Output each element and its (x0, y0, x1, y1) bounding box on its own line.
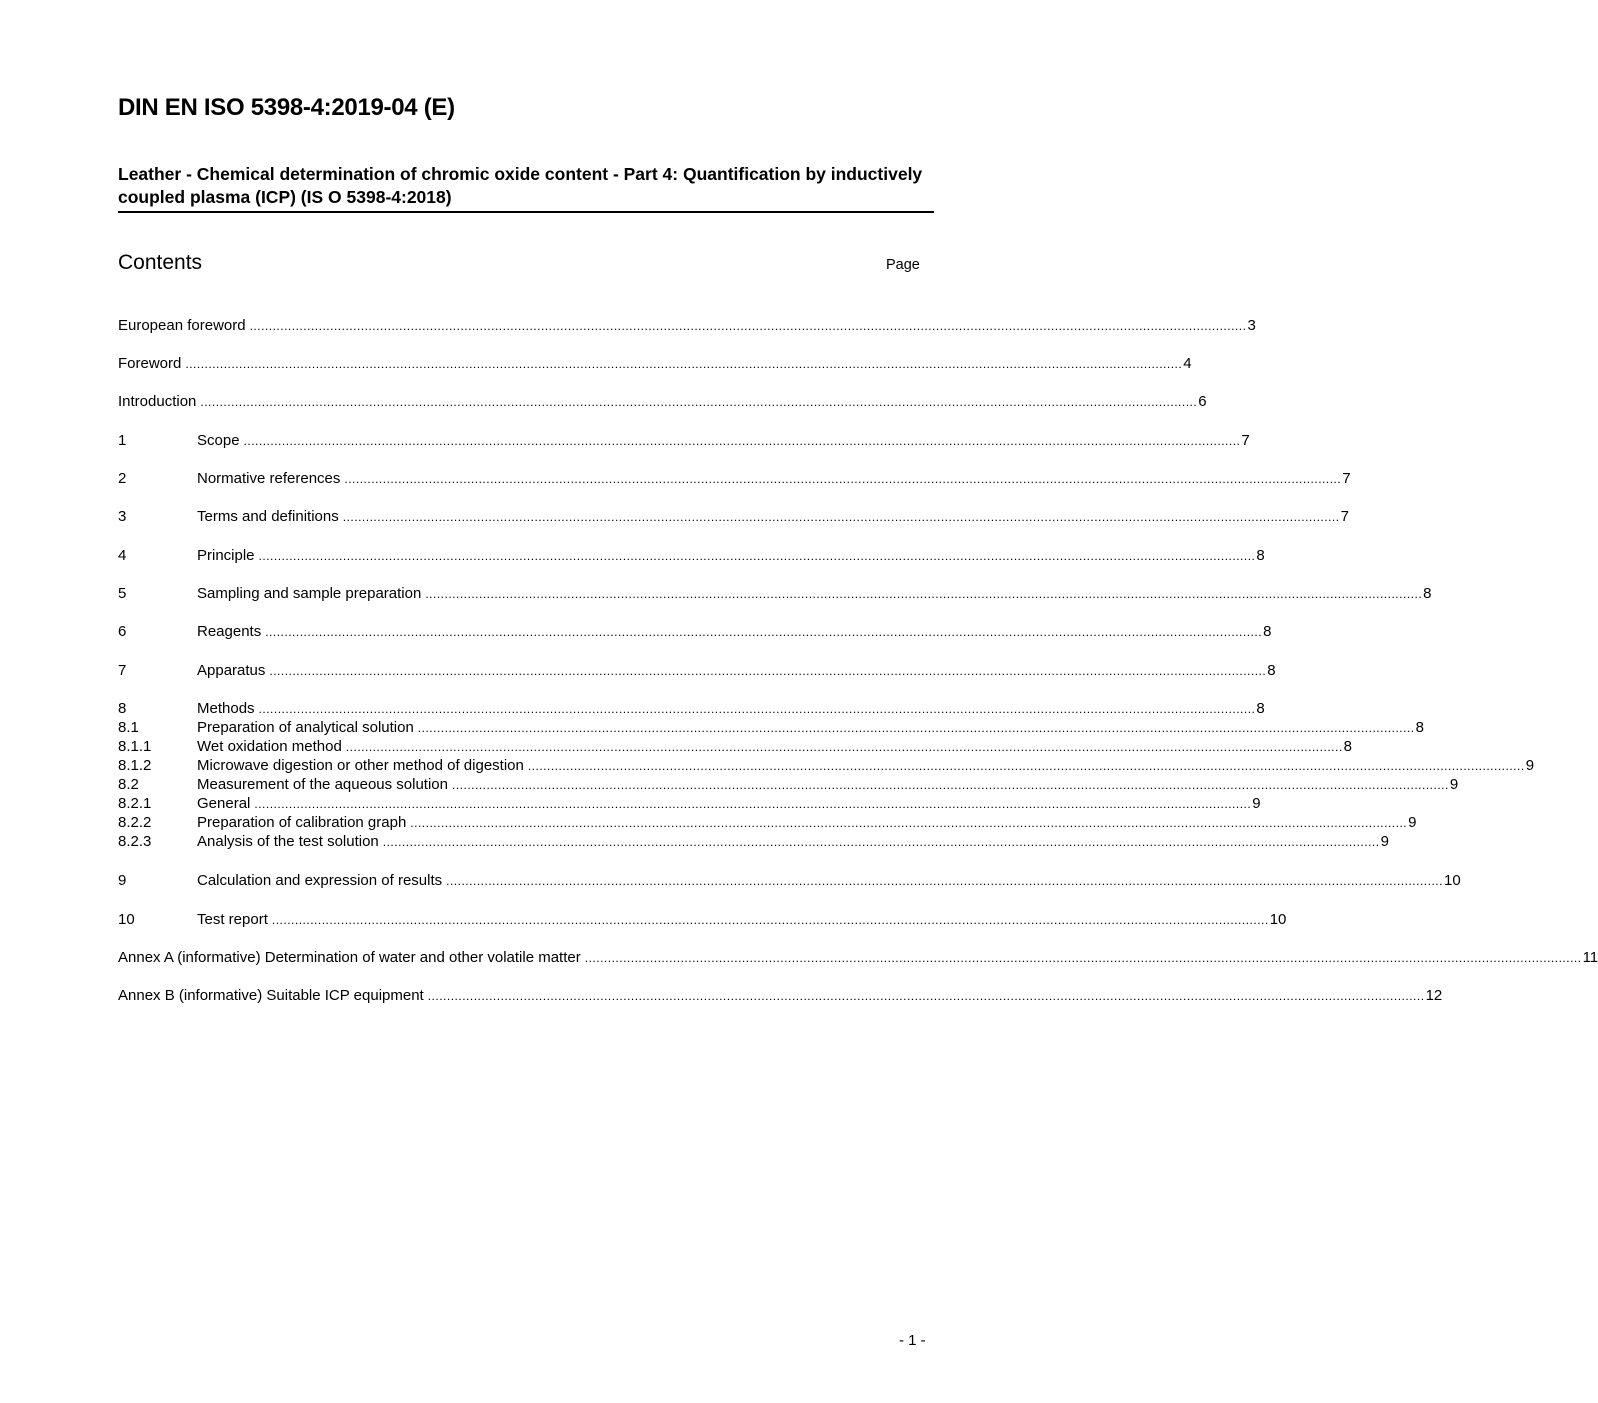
toc-entry-page-number: 10 (1443, 872, 1461, 889)
toc-entry-title: Analysis of the test solution (197, 833, 379, 850)
toc-entry-number: 7 (118, 662, 127, 679)
toc-entry-number: 10 (118, 911, 135, 928)
toc-entry-title: Calculation and expression of results (197, 872, 443, 889)
toc-entry-title: Apparatus (197, 662, 266, 679)
toc-entry-number: 8.2.1 (118, 795, 152, 812)
toc-entry-number: 8.1.1 (118, 738, 152, 755)
toc-entry[interactable] (118, 756, 1535, 775)
toc-entry[interactable] (118, 718, 1424, 737)
toc-entry-number: 8 (118, 700, 127, 717)
toc-entry-title: General (197, 795, 251, 812)
footer-page-number: - 1 - (899, 1332, 926, 1349)
toc-dot-leader: .................................................................................................................................................................................................................................................................... (452, 778, 1449, 792)
contents-heading: Contents (118, 251, 203, 274)
toc-entry[interactable] (118, 431, 1250, 450)
toc-entry-page-number: 9 (1252, 795, 1261, 812)
toc-entry-page-number: 6 (1198, 393, 1207, 410)
toc-entry-page-number: 7 (1340, 508, 1349, 525)
toc-entry-title: Measurement of the aqueous solution (197, 776, 448, 793)
toc-entry[interactable] (118, 622, 1272, 641)
toc-entry-number: 4 (118, 547, 127, 564)
toc-entry-number: 8.1.2 (118, 757, 152, 774)
toc-entry[interactable] (118, 392, 1207, 411)
toc-entry[interactable] (118, 813, 1417, 832)
toc-entry-title: European foreword (118, 317, 246, 334)
toc-dot-leader: .................................................................................................................................................................................................................................................................... (249, 319, 1247, 333)
toc-entry[interactable] (118, 986, 1443, 1005)
toc-entry-title: Terms and definitions (197, 508, 339, 525)
toc-dot-leader: .................................................................................................................................................................................................................................................................... (446, 874, 1443, 888)
toc-entry-page-number: 12 (1425, 987, 1443, 1004)
toc-entry-number: 8.2.3 (118, 833, 152, 850)
toc-entry[interactable] (118, 661, 1276, 680)
toc-dot-leader: .................................................................................................................................................................................................................................................................... (243, 434, 1241, 448)
toc-entry[interactable] (118, 507, 1349, 526)
toc-entry-title: Methods (197, 700, 255, 717)
toc-entry-title: Preparation of analytical solution (197, 719, 414, 736)
toc-entry-page-number: 8 (1423, 585, 1432, 602)
toc-entry-number: 8.2 (118, 776, 139, 793)
toc-entry-title: Foreword (118, 355, 182, 372)
toc-dot-leader: .................................................................................................................................................................................................................................................................... (527, 759, 1525, 773)
toc-entry-number: 5 (118, 585, 127, 602)
toc-entry[interactable] (118, 794, 1261, 813)
toc-entry-page-number: 8 (1256, 700, 1265, 717)
toc-dot-leader: .................................................................................................................................................................................................................................................................... (344, 472, 1342, 486)
toc-dot-leader: .................................................................................................................................................................................................................................................................... (425, 587, 1423, 601)
toc-dot-leader: .................................................................................................................................................................................................................................................................... (382, 835, 1380, 849)
toc-entry-title: Preparation of calibration graph (197, 814, 407, 831)
toc-entry[interactable] (118, 316, 1256, 335)
toc-dot-leader: .................................................................................................................................................................................................................................................................... (345, 740, 1343, 754)
toc-entry-title: Microwave digestion or other method of digestion (197, 757, 524, 774)
toc-entry-title: Principle (197, 547, 255, 564)
toc-entry[interactable] (118, 469, 1351, 488)
toc-entry-page-number: 3 (1247, 317, 1256, 334)
toc-dot-leader: .................................................................................................................................................................................................................................................................... (258, 702, 1256, 716)
toc-entry-page-number: 8 (1343, 738, 1352, 755)
document-code-title: DIN EN ISO 5398-4:2019-04 (E) (118, 94, 455, 121)
toc-entry[interactable] (118, 699, 1265, 718)
toc-entry[interactable] (118, 832, 1389, 851)
toc-entry[interactable] (118, 775, 1459, 794)
toc-entry-page-number: 4 (1183, 355, 1192, 372)
toc-dot-leader: .................................................................................................................................................................................................................................................................... (342, 510, 1340, 524)
page-column-heading: Page (886, 257, 920, 273)
toc-entry-title: Wet oxidation method (197, 738, 342, 755)
toc-entry-number: 6 (118, 623, 127, 640)
toc-entry[interactable] (118, 584, 1432, 603)
toc-entry-number: 2 (118, 470, 127, 487)
toc-entry-title: Scope (197, 432, 240, 449)
toc-entry-title: Normative references (197, 470, 341, 487)
toc-entry[interactable] (118, 910, 1287, 929)
toc-dot-leader: .................................................................................................................................................................................................................................................................... (584, 951, 1582, 965)
toc-entry[interactable] (118, 546, 1265, 565)
toc-entry-title: Introduction (118, 393, 197, 410)
toc-entry-number: 8.2.2 (118, 814, 152, 831)
toc-entry-title: Annex B (informative) Suitable ICP equipment (118, 987, 424, 1004)
toc-dot-leader: .................................................................................................................................................................................................................................................................... (427, 989, 1425, 1003)
toc-dot-leader: .................................................................................................................................................................................................................................................................... (265, 625, 1263, 639)
toc-entry-number: 9 (118, 872, 127, 889)
toc-entry-page-number: 7 (1241, 432, 1250, 449)
toc-entry[interactable] (118, 354, 1192, 373)
toc-entry-page-number: 7 (1342, 470, 1351, 487)
toc-entry-page-number: 9 (1408, 814, 1417, 831)
toc-dot-leader: .................................................................................................................................................................................................................................................................... (185, 357, 1183, 371)
toc-entry[interactable] (118, 737, 1352, 756)
toc-dot-leader: .................................................................................................................................................................................................................................................................... (271, 913, 1269, 927)
toc-entry-title: Annex A (informative) Determination of water and other volatile matter (118, 949, 581, 966)
toc-entry-page-number: 10 (1269, 911, 1287, 928)
toc-entry-page-number: 8 (1263, 623, 1272, 640)
toc-dot-leader: .................................................................................................................................................................................................................................................................... (200, 395, 1198, 409)
toc-entry-page-number: 9 (1525, 757, 1535, 774)
toc-entry-page-number: 9 (1449, 776, 1459, 793)
document-subtitle: Leather - Chemical determination of chromic oxide content - Part 4: Quantification by inductively coupled plasma (ICP) (IS O 5398-4:2018) (118, 163, 934, 213)
toc-entry[interactable] (118, 871, 1461, 890)
toc-dot-leader: .................................................................................................................................................................................................................................................................... (410, 816, 1408, 830)
toc-dot-leader: .................................................................................................................................................................................................................................................................... (417, 721, 1415, 735)
toc-entry-page-number: 8 (1415, 719, 1424, 736)
toc-entry-page-number: 9 (1380, 833, 1389, 850)
toc-entry-number: 3 (118, 508, 127, 525)
toc-entry-title: Test report (197, 911, 268, 928)
toc-entry-page-number: 11 (1582, 949, 1598, 966)
toc-entry-title: Sampling and sample preparation (197, 585, 422, 602)
toc-entry-title: Reagents (197, 623, 262, 640)
toc-dot-leader: .................................................................................................................................................................................................................................................................... (269, 664, 1267, 678)
toc-entry[interactable] (118, 948, 1598, 967)
toc-entry-number: 8.1 (118, 719, 139, 736)
toc-entry-page-number: 8 (1256, 547, 1265, 564)
toc-dot-leader: .................................................................................................................................................................................................................................................................... (258, 549, 1256, 563)
toc-entry-number: 1 (118, 432, 127, 449)
toc-entry-page-number: 8 (1267, 662, 1276, 679)
toc-dot-leader: .................................................................................................................................................................................................................................................................... (254, 797, 1252, 811)
